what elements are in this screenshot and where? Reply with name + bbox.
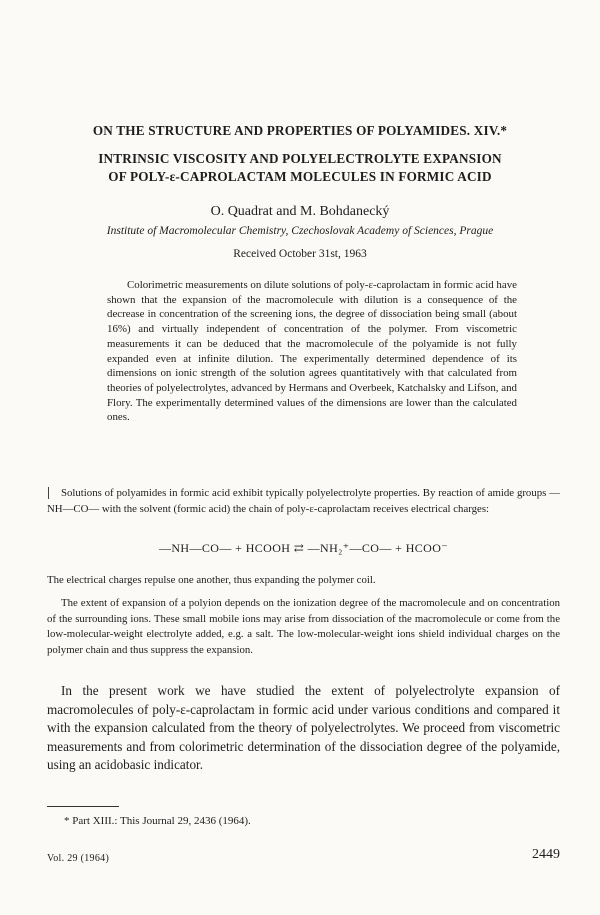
paragraph-repulsion: The electrical charges repulse one another, thus expanding the polymer coil. [47,574,376,586]
paragraph-present-work [47,682,560,775]
abstract [107,278,517,425]
reaction-equation: —NH—CO— + HCOOH ⇄ —NH₂⁺—CO— + HCOO⁻ [158,541,449,555]
institution: Institute of Macromolecular Chemistry, Czechoslovak Academy of Sciences, Prague [106,225,494,237]
footnote: * Part XIII.: This Journal 29, 2436 (1964). [64,815,251,827]
footnote-rule [47,806,119,807]
volume-info: Vol. 29 (1964) [47,853,110,864]
title-line-3: OF POLY-ε-CAPROLACTAM MOLECULES IN FORMIC ACID [108,169,492,184]
paragraph-expansion-text: The extent of expansion of a polyion depends on the ionization degree of the macromolecule and on concentration of the surrounding ions. These small mobile ions may arise from dissociation of the macromolecule or come from the low-molecular-weight electrolyte added, e.g. a salt. The low-molecular-weight ions shield individual charges on the polymer chain and thus suppress the expansion. [47,597,560,656]
page-number: 2449 [532,847,560,862]
abstract-text: Colorimetric measurements on dilute solutions of poly-ε-caprolactam in formic acid have shown that the expansion of the macromolecule with dilution is a consequence of the decrease in concentration of the screening ions, the degree of dissociation being small (about 16%) and virtually independent of concentration of the polymer. From viscometric measurements it can be deduced that the macromolecule of the polyamide is not fully expanded even at infinite dilution. The experimentally determined dependence of its dimensions on ionic strength of the solution agrees quantitatively with that calculated from theories of polyelectrolytes, advanced by Hermans and Overbeek, Katchalsky and Lifson, and Flory. The experimentally determined values of the dimensions are lower than the calculated ones. [107,279,517,424]
received-date: Received October 31st, 1963 [233,248,367,260]
title-line-2: INTRINSIC VISCOSITY AND POLYELECTROLYTE EXPANSION [98,151,502,166]
paragraph-intro-text: Solutions of polyamides in formic acid exhibit typically polyelectrolyte properties. By reaction of amide groups —NH—CO— with the solvent (formic acid) the chain of poly-ε-caprolactam receives electrical charges: [47,487,560,515]
paragraph-intro [47,486,560,517]
paragraph-present-work-text: In the present work we have studied the extent of polyelectrolyte expansion of macromolecules of poly-ε-caprolactam in formic acid under various conditions and compared it with the expansion calculated from the theory of polyelectrolytes. We proceed from viscometric measurements and from colorimetric determination of the dissociation degree of the polyamide, using an acidobasic indicator. [47,683,560,773]
paragraph-expansion [47,596,560,658]
authors: O. Quadrat and M. Bohdanecký [210,204,390,219]
title-line-1: ON THE STRUCTURE AND PROPERTIES OF POLYAMIDES. XIV.* [92,123,508,138]
